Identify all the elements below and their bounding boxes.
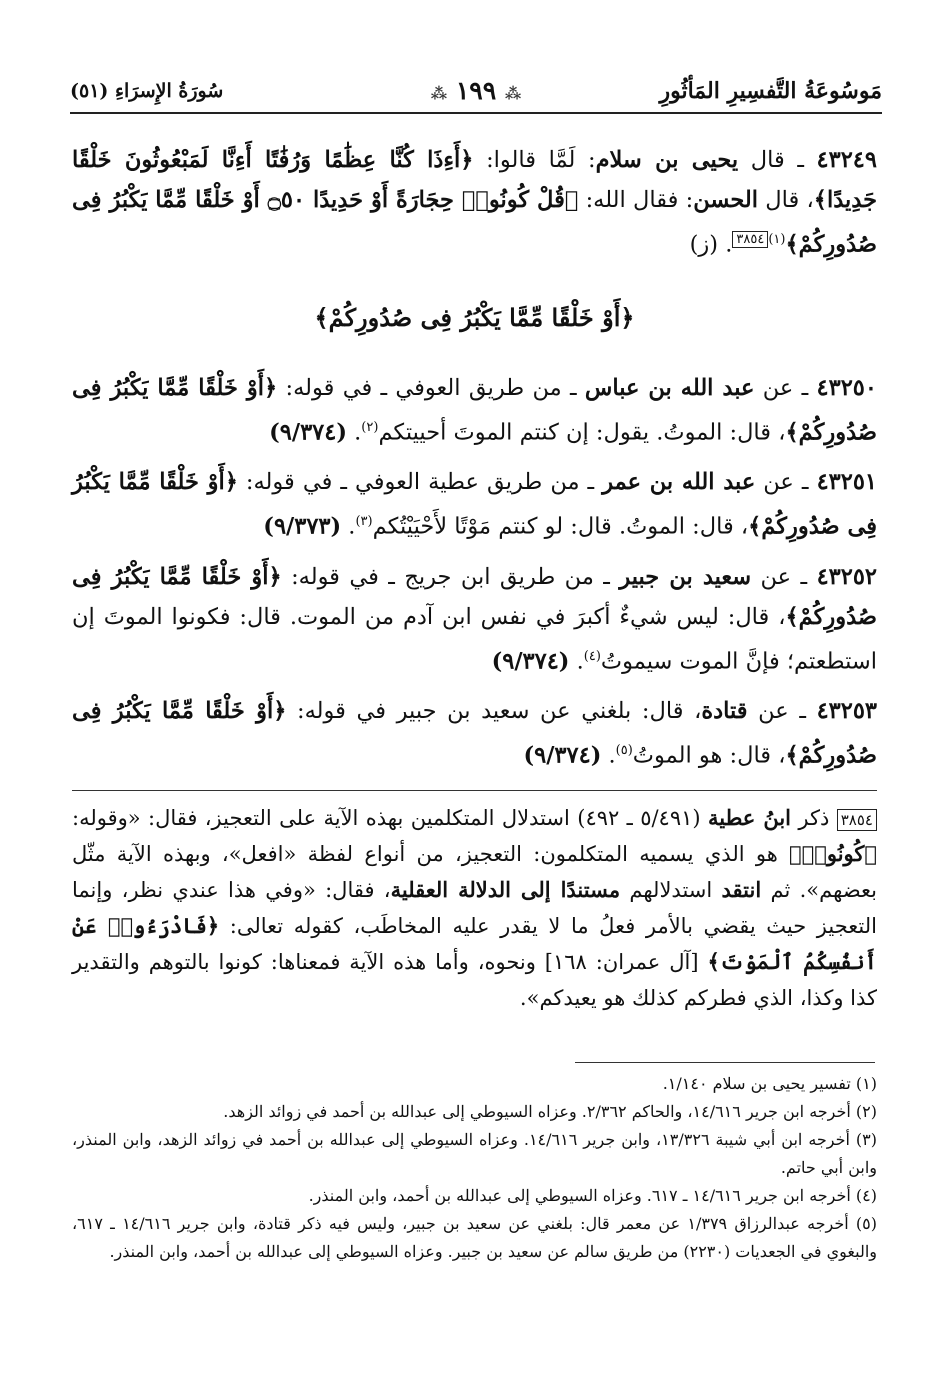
narrator-name: عبد الله بن عمر xyxy=(602,469,756,495)
footnote: (٥) أخرجه عبدالرزاق ١/٣٧٩ عن معمر قال: بلغني عن سعيد بن جبير، وليس فيه ذكر قتادة، وابن جرير ١٤/٦١٦ ـ ٦١٧، والبغوي في الجعديات (٢٢٣٠) من طريق سالم عن سعيد بن جبير. وعزاه السيوطي إلى عبدالله بن أحمد، وابن المنذر. xyxy=(72,1214,877,1261)
narration-number: ٤٣٢٤٩ xyxy=(816,147,877,173)
narration-entry: ٤٣٢٤٩ ـ قال يحيى بن سلام: لَمَّا قالوا: ﴿أَءِذَا كُنَّا عِظَٰمًا وَرُفَٰتًا أَءِنَّا لَمَبْعُوثُونَ خَلْقًا جَدِيدًا﴾، قال الحسن: فقال الله: ﴿قُلْ كُونُوا۟ حِجَارَةً أَوْ حَدِيدًا ۝٥٠ أَوْ خَلْقًا مِّمَّا يَكْبُرُ فِى صُدُورِكُمْ﴾$^{(١)}$٣٨٥٤. (ز) xyxy=(72,147,877,258)
volume-reference: (٩/٣٧٣) xyxy=(263,513,342,540)
main-text xyxy=(72,140,877,786)
quran-quote: ﴿أَوْ خَلْقًا مِّمَّا يَكْبُرُ فِى صُدُورِكُمْ﴾ xyxy=(72,469,877,540)
editor-note-marker: ٣٨٥٤ xyxy=(732,231,768,248)
editor-note xyxy=(72,800,877,1016)
footnotes xyxy=(72,1070,877,1266)
quran-quote: ﴿أَءِذَا كُنَّا عِظَٰمًا وَرُفَٰتًا أَءِنَّا لَمَبْعُوثُونَ خَلْقًا جَدِيدًا﴾ xyxy=(72,147,877,213)
surah-name: سُورَةُ الإِسرَاءِ (٥١) xyxy=(70,80,224,102)
editor-note-separator xyxy=(72,790,877,791)
narration-entry: ٤٣٢٥١ ـ عن عبد الله بن عمر ـ من طريق عطية العوفي ـ في قوله: ﴿أَوْ خَلْقًا مِّمَّا يَكْبُرُ فِى صُدُورِكُمْ﴾، قال: الموتُ. قال: لو كنتم مَوْتًا لأَحْيَيْتُكم$^{(٣)}$. (٩/٣٧٣) xyxy=(72,469,877,540)
footnote: (١) تفسير يحيى بن سلام ١/١٤٠. xyxy=(662,1074,877,1093)
footnote-marker: (٣) xyxy=(355,514,373,529)
ornament-icon: ⁂ xyxy=(430,84,448,103)
editor-note-number: ٣٨٥٤ xyxy=(837,809,877,831)
footnote-marker: (٢) xyxy=(361,419,379,435)
page-number: ١٩٩ xyxy=(455,76,497,105)
ornament-icon: ⁂ xyxy=(504,84,522,103)
footnote-marker: (٤) xyxy=(583,648,601,664)
emphasis-text: مستندًا إلى الدلالة العقلية xyxy=(390,877,621,902)
narrator-name: سعيد بن جبير xyxy=(619,563,752,590)
narrator-name: يحيى بن سلام xyxy=(595,147,739,173)
editor-note-text: ٣٨٥٤ ذكر ابنُ عطية (٥/٤٩١ ـ ٤٩٢) استدلال المتكلمين بهذه الآية على التعجيز، فقال: «وقوله: ﴿كُونُوا۟﴾ هو الذي يسميه المتكلمون: التعجيز، من أنواع لفظة «افعل»، وبهذه الآية مثّل بعضهم». ثم انتقد استدلالهم مستندًا إلى الدلالة العقلية، فقال: «وفي هذا عندي نظر، وإنما التعجيز حيث يقضي بالأمر فعلُ ما لا يقدر عليه المخاطَب، كقوله تعالى: ﴿فَادْرَءُوا۟ عَنْ أَنفُسِكُمُ ٱلْمَوْتَ﴾ [آل عمران: ١٦٨] ونحوه، وأما هذه الآية فمعناها: كونوا بالتوهم والتقدير كذا وكذا، الذي فطركم كذلك هو يعيدكم». xyxy=(72,805,877,1010)
narrator-name: قتادة xyxy=(701,698,748,724)
narration-entry: ٤٣٢٥٣ ـ عن قتادة، قال: بلغني عن سعيد بن جبير في قوله: ﴿أَوْ خَلْقًا مِّمَّا يَكْبُرُ فِى صُدُورِكُمْ﴾، قال: هو الموتُ$^{(٥)}$. (٩/٣٧٤) xyxy=(72,698,877,769)
scholar-name: ابنُ عطية xyxy=(707,805,792,830)
volume-reference: (٩/٣٧٤) xyxy=(491,648,570,674)
footnote-separator xyxy=(575,1062,875,1063)
header-rule xyxy=(70,112,882,114)
book-title: مَوسُوعَةُ التَّفسِيرِ المَأثُورِ xyxy=(659,78,882,104)
narration-entry: ٤٣٢٥٠ ـ عن عبد الله بن عباس ـ من طريق العوفي ـ في قوله: ﴿أَوْ خَلْقًا مِّمَّا يَكْبُرُ فِى صُدُورِكُمْ﴾، قال: الموتُ. يقول: إن كنتم الموتَ أحييتكم$^{(٢)}$. (٩/٣٧٤) xyxy=(72,374,877,445)
volume-reference: (٩/٣٧٤) xyxy=(269,419,347,445)
narration-entry: ٤٣٢٥٢ ـ عن سعيد بن جبير ـ من طريق ابن جريج ـ في قوله: ﴿أَوْ خَلْقًا مِّمَّا يَكْبُرُ فِى صُدُورِكُمْ﴾، قال: ليس شيءٌ أكبرَ في نفس ابن آدم من الموت. قال: فكونوا الموتَ إن استطعتم؛ فإنَّ الموت سيموتُ$^{(٤)}$. (٩/٣٧٤) xyxy=(72,563,877,674)
narration-number: ٤٣٢٥١ xyxy=(816,469,877,495)
narration-number: ٤٣٢٥٢ xyxy=(816,563,877,590)
narrator-name: عبد الله بن عباس xyxy=(584,374,755,401)
narration-number: ٤٣٢٥٠ xyxy=(816,374,877,401)
narrator-name: الحسن xyxy=(693,187,759,213)
quran-quote: ﴿كُونُوا۟﴾ xyxy=(789,841,877,866)
quran-quote: ﴿أَوْ خَلْقًا مِّمَّا يَكْبُرُ فِى صُدُورِكُمْ﴾ xyxy=(72,563,877,630)
quran-quote: ﴿أَوْ خَلْقًا مِّمَّا يَكْبُرُ فِى صُدُورِكُمْ﴾ xyxy=(72,374,877,445)
quran-quote: ﴿فَادْرَءُوا۟ عَنْ أَنفُسِكُمُ ٱلْمَوْتَ﴾ xyxy=(72,913,877,974)
footnote: (٤) أخرجه ابن جرير ١٤/٦١٦ ـ ٦١٧. وعزاه السيوطي إلى عبدالله بن أحمد، وابن المنذر. xyxy=(308,1186,877,1205)
section-verse-heading: ﴿أَوْ خَلْقًا مِّمَّا يَكْبُرُ فِى صُدُورِكُمْ﴾ xyxy=(314,302,635,332)
emphasis-text: انتقد xyxy=(721,877,762,902)
volume-reference: (٩/٣٧٤) xyxy=(523,742,602,769)
footnote-marker: (١) xyxy=(768,232,786,247)
page-header xyxy=(70,72,882,114)
footnote-marker: (٥) xyxy=(615,743,633,758)
page-number-block xyxy=(431,76,521,105)
quran-quote: ﴿قُلْ كُونُوا۟ حِجَارَةً أَوْ حَدِيدًا ۝٥٠ أَوْ خَلْقًا مِّمَّا يَكْبُرُ فِى صُدُورِكُمْ﴾ xyxy=(72,187,877,258)
footnote: (٢) أخرجه ابن جرير ١٤/٦١٦، والحاكم ٢/٣٦٢. وعزاه السيوطي إلى عبدالله بن أحمد في زوائد الزهد. xyxy=(223,1102,877,1121)
narration-number: ٤٣٢٥٣ xyxy=(816,698,877,724)
footnote: (٣) أخرجه ابن أبي شيبة ١٣/٣٢٦، وابن جرير ١٤/٦١٦. وعزاه السيوطي إلى عبدالله بن أحمد في زوائد الزهد، وابن المنذر، وابن أبي حاتم. xyxy=(72,1130,877,1177)
quran-quote: ﴿أَوْ خَلْقًا مِّمَّا يَكْبُرُ فِى صُدُورِكُمْ﴾ xyxy=(72,698,877,769)
